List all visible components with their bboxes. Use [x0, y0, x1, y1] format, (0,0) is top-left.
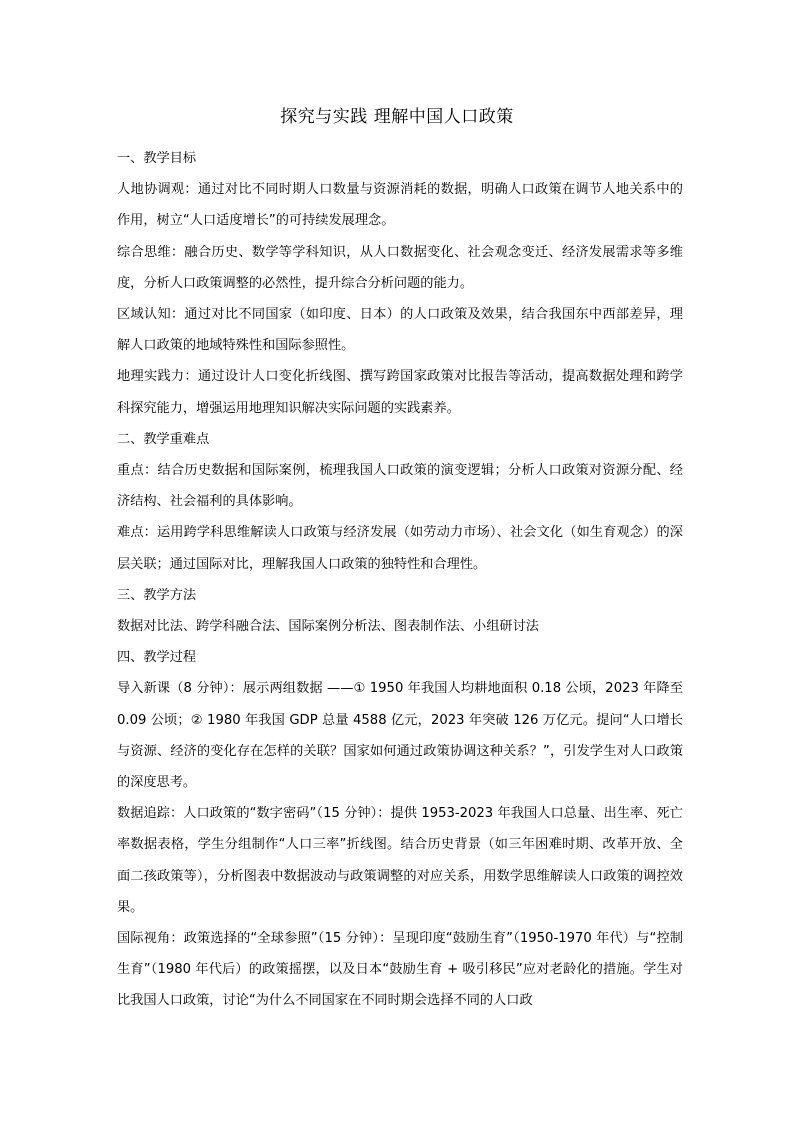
section-methods: [117, 580, 683, 642]
section-heading: 四、教学过程: [117, 650, 197, 666]
paragraph: 地理实践力：通过设计人口变化折线图、撰写跨国家政策对比报告等活动，提高数据处理和跨学科探究能力，增强运用地理知识解决实际问题的实践素养。: [117, 369, 683, 416]
paragraph: 综合思维：融合历史、数学等学科知识，从人口数据变化、社会观念变迁、经济发展需求等多维度，分析人口政策调整的必然性，提升综合分析问题的能力。: [117, 244, 683, 291]
paragraph: 区域认知：通过对比不同国家（如印度、日本）的人口政策及效果，结合我国东中西部差异，理解人口政策的地域特殊性和国际参照性。: [117, 307, 683, 354]
section-key-points: [117, 424, 683, 580]
section-heading: 三、教学方法: [117, 587, 197, 603]
section-objectives: [117, 143, 683, 424]
paragraph: 数据对比法、跨学科融合法、国际案例分析法、图表制作法、小组研讨法: [117, 619, 539, 635]
document-body: [117, 143, 683, 1017]
section-process: [117, 642, 683, 1016]
paragraph: 人地协调观：通过对比不同时期人口数量与资源消耗的数据，明确人口政策在调节人地关系中的作用，树立“人口适度增长”的可持续发展理念。: [117, 182, 683, 229]
paragraph: 重点：结合历史数据和国际案例，梳理我国人口政策的演变逻辑；分析人口政策对资源分配、经济结构、社会福利的具体影响。: [117, 463, 683, 510]
paragraph: 国际视角：政策选择的“全球参照”（15 分钟）：呈现印度“鼓励生育”（1950-1970 年代）与“控制生育”（1980 年代后）的政策摇摆，以及日本“鼓励生育 + 吸引移民”应对老龄化的措施。学生对比我国人口政策，讨论“为什么不同国家在不同时期会选择不同的人口政: [117, 931, 683, 1009]
section-heading: 二、教学重难点: [117, 431, 210, 447]
section-heading: 一、教学目标: [117, 151, 197, 166]
paragraph: 难点：运用跨学科思维解读人口政策与经济发展（如劳动力市场）、社会文化（如生育观念）的深层关联；通过国际对比，理解我国人口政策的独特性和合理性。: [117, 525, 683, 572]
paragraph: 导入新课（8 分钟）：展示两组数据 ——① 1950 年我国人均耕地面积 0.18 公顷，2023 年降至 0.09 公顷；② 1980 年我国 GDP 总量 4588 亿元，2023 年突破 126 万亿元。提问“人口增长与资源、经济的变化存在怎样的关联？国家如何通过政策协调这种关系？”，引发学生对人口政策的深度思考。: [117, 681, 683, 791]
page-title: 探究与实践 理解中国人口政策: [280, 107, 514, 127]
paragraph: 数据追踪：人口政策的“数字密码”（15 分钟）：提供 1953-2023 年我国人口总量、出生率、死亡率数据表格，学生分组制作“人口三率”折线图。结合历史背景（如三年困难时期、改革开放、全面二孩政策等），分析图表中数据波动与政策调整的对应关系，用数学思维解读人口政策的调控效果。: [117, 806, 683, 915]
